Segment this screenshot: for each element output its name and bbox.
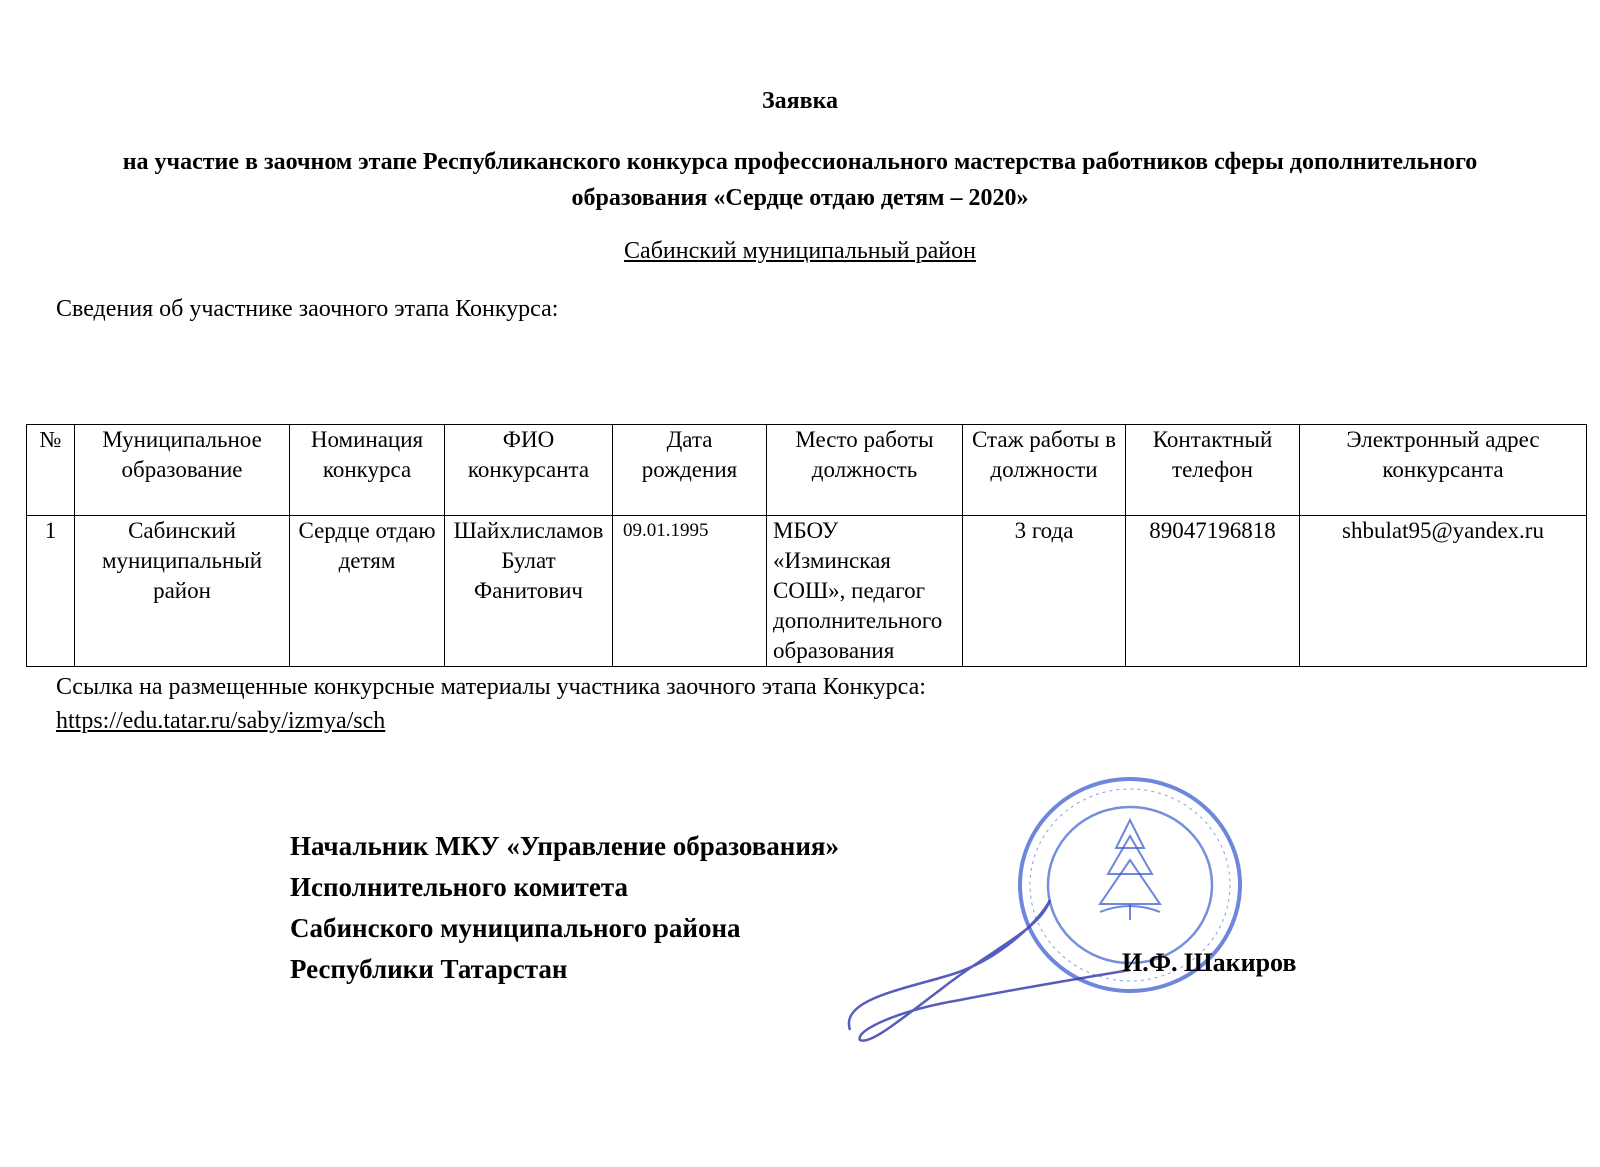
cell-email: shbulat95@yandex.ru: [1300, 516, 1587, 667]
signer-position-line3: Сабинского муниципального района: [290, 913, 741, 943]
cell-birth-date: 09.01.1995: [613, 516, 767, 667]
cell-phone: 89047196818: [1126, 516, 1300, 667]
document-subtitle: на участие в заочном этапе Республиканского конкурса профессионального мастерства работников сферы дополнительного образования «Сердце отдаю детям – 2020»: [122, 149, 1478, 211]
cell-workplace: МБОУ «Изминская СОШ», педагог дополнительного образования: [767, 516, 963, 667]
header-phone: Контактный телефон: [1126, 425, 1300, 516]
header-workplace: Место работы должность: [767, 425, 963, 516]
handwritten-signature: [840, 880, 1140, 1050]
materials-link-paragraph: [56, 670, 1036, 738]
participants-table: [26, 424, 1587, 667]
document-title: Заявка: [761, 88, 839, 114]
signer-name: И.Ф. Шакиров: [1122, 948, 1297, 977]
header-municipality: Муниципальное образование: [75, 425, 290, 516]
header-experience: Стаж работы в должности: [963, 425, 1126, 516]
header-birth-date: Дата рождения: [613, 425, 767, 516]
cell-municipality: Сабинский муниципальный район: [75, 516, 290, 667]
district-name: Сабинский муниципальный район: [624, 238, 976, 264]
table-header-row: [27, 425, 1587, 516]
table-row: [27, 516, 1587, 667]
signer-position-line2: Исполнительного комитета: [290, 872, 628, 902]
header-email: Электронный адрес конкурсанта: [1300, 425, 1587, 516]
header-nomination: Номинация конкурса: [290, 425, 445, 516]
cell-experience: 3 года: [963, 516, 1126, 667]
header-number: №: [27, 425, 75, 516]
cell-nomination: Сердце отдаю детям: [290, 516, 445, 667]
cell-name: Шайхлисламов Булат Фанитович: [445, 516, 613, 667]
signer-position-line4: Республики Татарстан: [290, 954, 568, 984]
intro-text: Сведения об участнике заочного этапа Конкурса:: [56, 296, 559, 322]
materials-link-label: Ссылка на размещенные конкурсные материалы участника заочного этапа Конкурса:: [56, 674, 926, 700]
signature-block: [290, 826, 839, 990]
signer-position-line1: Начальник МКУ «Управление образования»: [290, 831, 840, 861]
header-name: ФИО конкурсанта: [445, 425, 613, 516]
materials-link[interactable]: https://edu.tatar.ru/saby/izmya/sch: [56, 708, 386, 734]
cell-number: 1: [27, 516, 75, 667]
